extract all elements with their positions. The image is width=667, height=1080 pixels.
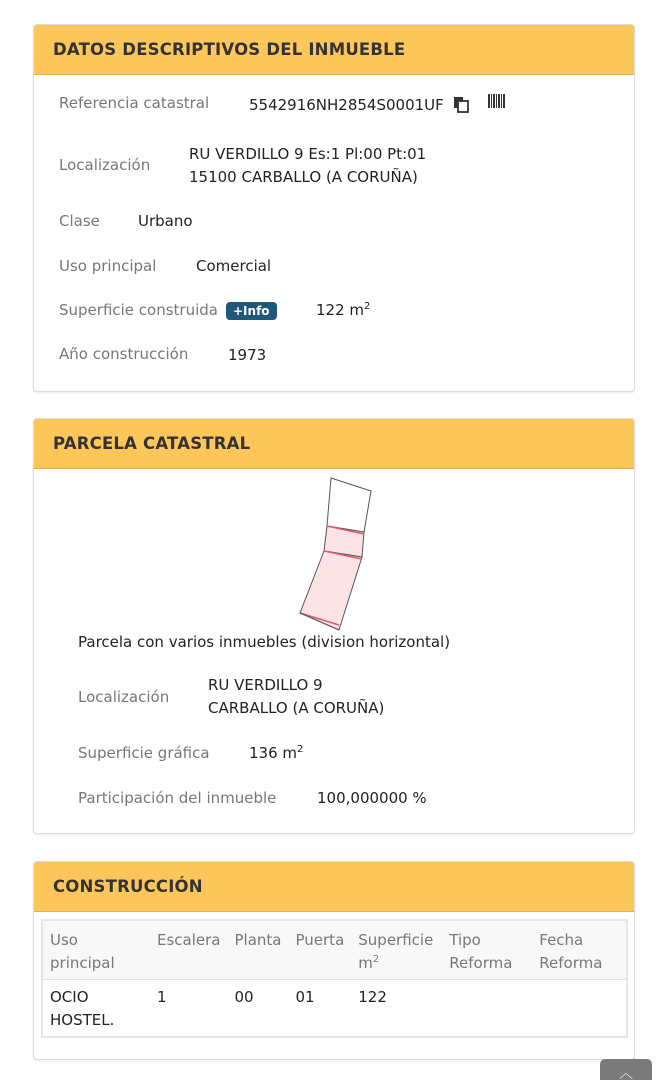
clase-value: Urbano	[138, 212, 193, 230]
parcel-map[interactable]	[289, 474, 389, 634]
superficie-construida-value	[316, 301, 370, 319]
cell-puerta: 01	[295, 988, 315, 1006]
localizacion-label: Localización	[59, 156, 151, 174]
superficie-construida-number: 122 m	[316, 301, 365, 319]
cell-escalera: 1	[157, 988, 167, 1006]
col-tipo-reforma	[442, 920, 532, 980]
parcela-note: Parcela con varios inmuebles (division horizontal)	[78, 633, 451, 651]
inmueble-panel-title: DATOS DESCRIPTIVOS DEL INMUEBLE	[34, 25, 634, 75]
ref-catastral-label: Referencia catastral	[59, 94, 210, 112]
uso-principal-label: Uso principal	[59, 257, 157, 275]
cell-uso-l1: OCIO	[50, 988, 89, 1006]
cell-fecha-reforma	[532, 980, 627, 1038]
participacion-value: 100,000000 %	[317, 789, 427, 807]
col-uso-l2: principal	[50, 954, 115, 972]
superficie-construida-exp: 2	[364, 301, 371, 312]
construccion-table	[41, 919, 628, 1038]
table-header-row	[42, 920, 627, 980]
parcela-panel	[33, 418, 635, 834]
localizacion-line1: RU VERDILLO 9 Es:1 Pl:00 Pt:01	[189, 145, 427, 163]
construccion-panel-title: CONSTRUCCIÓN	[34, 862, 634, 912]
col-uso-l1: Uso	[50, 931, 78, 949]
info-button[interactable]: +Info	[226, 302, 277, 320]
superficie-grafica-number: 136 m	[249, 744, 298, 762]
parcela-panel-title: PARCELA CATASTRAL	[34, 419, 634, 469]
inmueble-panel	[33, 24, 635, 392]
cell-superficie: 122	[358, 988, 387, 1006]
scroll-to-top-button[interactable]	[600, 1059, 652, 1080]
col-puerta: Puerta	[289, 920, 352, 980]
cell-uso	[42, 980, 150, 1038]
superficie-grafica-value	[249, 744, 303, 762]
parcela-localizacion-line1: RU VERDILLO 9	[208, 676, 323, 694]
cell-uso-l2: HOSTEL.	[50, 1011, 115, 1029]
cell-tipo-reforma	[442, 980, 532, 1038]
col-escalera: Escalera	[150, 920, 228, 980]
superficie-construida-label: Superficie construida	[59, 301, 218, 319]
copy-icon[interactable]	[453, 96, 469, 113]
col-fecha-l1: Fecha	[539, 931, 584, 949]
col-tipo-l1: Tipo	[449, 931, 481, 949]
col-fecha-reforma	[532, 920, 627, 980]
localizacion-line2: 15100 CARBALLO (A CORUÑA)	[189, 168, 418, 186]
cell-planta: 00	[234, 988, 254, 1006]
barcode-icon[interactable]	[488, 94, 505, 108]
col-superficie-l2: m	[358, 954, 373, 972]
parcela-localizacion-line2: CARBALLO (A CORUÑA)	[208, 699, 385, 717]
table-row	[42, 980, 627, 1038]
col-superficie	[351, 920, 442, 980]
construccion-panel	[33, 861, 635, 1060]
col-tipo-l2: Reforma	[449, 954, 513, 972]
superficie-grafica-label: Superficie gráfica	[78, 744, 210, 762]
ref-catastral-value[interactable]: 5542916NH2854S0001UF	[249, 96, 444, 114]
col-uso-principal	[42, 920, 150, 980]
superficie-grafica-exp: 2	[297, 744, 304, 755]
parcela-localizacion-label: Localización	[78, 688, 170, 706]
clase-label: Clase	[59, 212, 100, 230]
anio-construccion-label: Año construcción	[59, 345, 189, 363]
col-superficie-exp: 2	[372, 954, 380, 965]
chevron-up-icon: ︿	[619, 1066, 633, 1080]
uso-principal-value: Comercial	[196, 257, 272, 275]
col-superficie-l1: Superficie	[358, 931, 434, 949]
col-planta: Planta	[228, 920, 289, 980]
participacion-label: Participación del inmueble	[78, 789, 277, 807]
col-fecha-l2: Reforma	[539, 954, 603, 972]
anio-construccion-value: 1973	[228, 346, 267, 364]
